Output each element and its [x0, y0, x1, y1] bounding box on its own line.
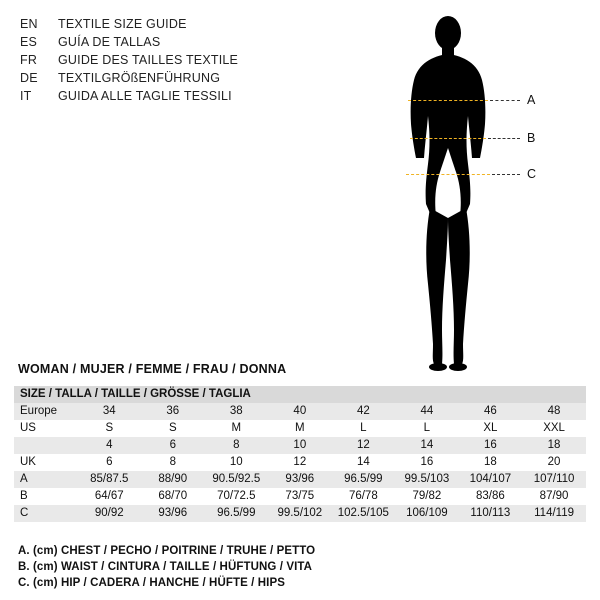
table-row — [14, 420, 586, 437]
cell: 10 — [205, 454, 269, 471]
language-code: ES — [20, 35, 38, 49]
cell: 36 — [141, 403, 205, 420]
cell: 68/70 — [141, 488, 205, 505]
cell: 76/78 — [332, 488, 396, 505]
language-title: TEXTILE SIZE GUIDE — [58, 17, 187, 31]
cell: 104/107 — [459, 471, 523, 488]
cell: 87/90 — [522, 488, 586, 505]
language-title: TEXTILGRÖßENFÜHRUNG — [58, 71, 221, 85]
cell: 42 — [332, 403, 396, 420]
language-code: DE — [20, 71, 38, 85]
row-label: A — [14, 471, 78, 488]
table-row — [14, 403, 586, 420]
measure-label-b: B — [527, 131, 536, 145]
language-code: IT — [20, 89, 32, 103]
waist-leader-line — [488, 138, 520, 139]
cell: 6 — [141, 437, 205, 454]
table-row — [14, 437, 586, 454]
table-header-row — [14, 386, 586, 403]
cell: 8 — [205, 437, 269, 454]
cell: S — [78, 420, 142, 437]
table-row — [14, 488, 586, 505]
cell: 99.5/103 — [395, 471, 459, 488]
language-title: GUIDA ALLE TAGLIE TESSILI — [58, 89, 232, 103]
cell: 10 — [268, 437, 332, 454]
cell: 20 — [522, 454, 586, 471]
language-row — [20, 33, 320, 51]
cell: 90.5/92.5 — [205, 471, 269, 488]
table-row — [14, 505, 586, 522]
measure-label-c: C — [527, 167, 537, 181]
hip-measure-line — [406, 174, 490, 175]
cell: 106/109 — [395, 505, 459, 522]
cell: 38 — [205, 403, 269, 420]
cell: L — [395, 420, 459, 437]
hip-leader-line — [492, 174, 520, 175]
language-row — [20, 87, 320, 105]
language-code: FR — [20, 53, 38, 67]
cell: 18 — [459, 454, 523, 471]
cell: 99.5/102 — [268, 505, 332, 522]
female-silhouette-figure — [370, 8, 590, 378]
cell: 12 — [332, 437, 396, 454]
measurement-notes — [18, 543, 578, 591]
cell: M — [268, 420, 332, 437]
table-row — [14, 454, 586, 471]
cell: 14 — [395, 437, 459, 454]
language-list — [20, 15, 320, 105]
table-row — [14, 471, 586, 488]
cell: 79/82 — [395, 488, 459, 505]
cell: 8 — [141, 454, 205, 471]
row-label: US — [14, 420, 78, 437]
cell: XXL — [522, 420, 586, 437]
language-title: GUÍA DE TALLAS — [58, 35, 161, 49]
cell: 93/96 — [141, 505, 205, 522]
size-table — [14, 386, 586, 522]
cell: 73/75 — [268, 488, 332, 505]
cell: 88/90 — [141, 471, 205, 488]
cell: 107/110 — [522, 471, 586, 488]
note-chest: A. (cm) CHEST / PECHO / POITRINE / TRUHE / PETTO — [18, 545, 316, 557]
cell: 114/119 — [522, 505, 586, 522]
row-label: B — [14, 488, 78, 505]
cell: 110/113 — [459, 505, 523, 522]
cell: M — [205, 420, 269, 437]
cell: 12 — [268, 454, 332, 471]
cell: 93/96 — [268, 471, 332, 488]
cell: 46 — [459, 403, 523, 420]
chest-measure-line — [408, 100, 488, 101]
measure-label-a: A — [527, 93, 536, 107]
table-caption: WOMAN / MUJER / FEMME / FRAU / DONNA — [18, 362, 287, 376]
cell: 14 — [332, 454, 396, 471]
cell: 16 — [395, 454, 459, 471]
table-header-label: SIZE / TALLA / TAILLE / GRÖSSE / TAGLIA — [14, 386, 586, 403]
row-label: Europe — [14, 403, 78, 420]
cell: 70/72.5 — [205, 488, 269, 505]
cell: 40 — [268, 403, 332, 420]
language-row — [20, 15, 320, 33]
cell: L — [332, 420, 396, 437]
language-code: EN — [20, 17, 38, 31]
cell: 90/92 — [78, 505, 142, 522]
cell: 96.5/99 — [332, 471, 396, 488]
row-label — [14, 437, 78, 454]
cell: 34 — [78, 403, 142, 420]
note-hip: C. (cm) HIP / CADERA / HANCHE / HÜFTE / HIPS — [18, 577, 286, 589]
cell: 18 — [522, 437, 586, 454]
female-body-icon — [370, 8, 590, 378]
cell: 83/86 — [459, 488, 523, 505]
cell: 64/67 — [78, 488, 142, 505]
cell: 6 — [78, 454, 142, 471]
language-row — [20, 69, 320, 87]
cell: 102.5/105 — [332, 505, 396, 522]
language-title: GUIDE DES TAILLES TEXTILE — [58, 53, 239, 67]
cell: S — [141, 420, 205, 437]
row-label: C — [14, 505, 78, 522]
language-row — [20, 51, 320, 69]
cell: XL — [459, 420, 523, 437]
cell: 4 — [78, 437, 142, 454]
cell: 96.5/99 — [205, 505, 269, 522]
row-label: UK — [14, 454, 78, 471]
chest-leader-line — [490, 100, 520, 101]
cell: 44 — [395, 403, 459, 420]
cell: 48 — [522, 403, 586, 420]
waist-measure-line — [410, 138, 486, 139]
cell: 16 — [459, 437, 523, 454]
cell: 85/87.5 — [78, 471, 142, 488]
note-waist: B. (cm) WAIST / CINTURA / TAILLE / HÜFTUNG / VITA — [18, 561, 313, 573]
